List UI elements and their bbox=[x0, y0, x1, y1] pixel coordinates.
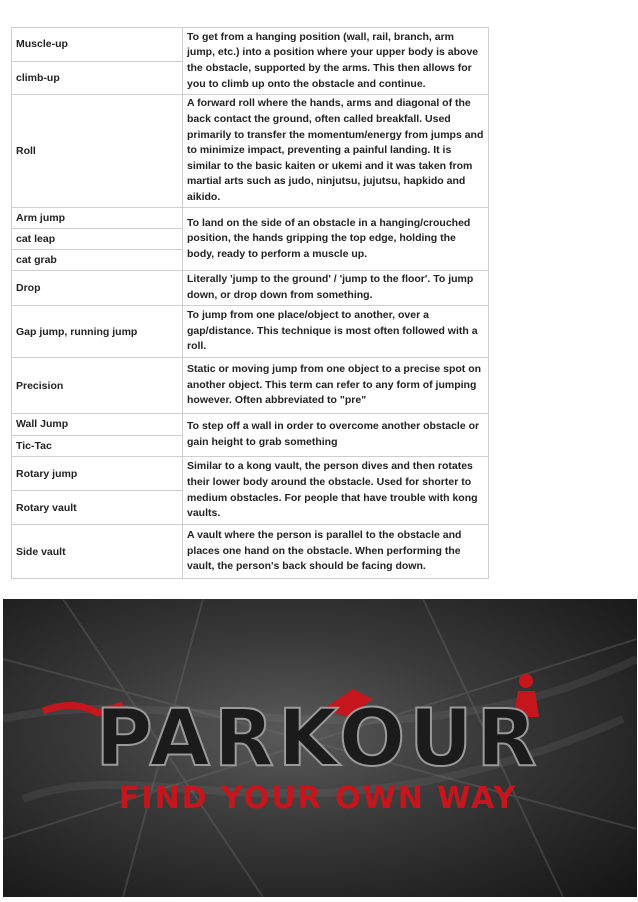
term-label: climb-up bbox=[12, 61, 182, 95]
definition-text: Static or moving jump from one object to a precise spot on another object. This term can refer to any form of jumping however. Often abbreviated to "pre" bbox=[187, 363, 482, 407]
definition-cell bbox=[183, 95, 488, 207]
table-row bbox=[12, 207, 488, 270]
definition-cell bbox=[183, 457, 488, 524]
definition-text: To jump from one place/object to another, over a gap/distance. This technique is most often followed with a roll. bbox=[187, 309, 478, 353]
table-row bbox=[12, 357, 488, 413]
term-label: Side vault bbox=[16, 545, 66, 558]
term-cell bbox=[12, 457, 183, 524]
definition-cell bbox=[183, 271, 488, 305]
term-label: Precision bbox=[16, 379, 64, 392]
terms-table bbox=[11, 27, 489, 579]
term-cell bbox=[12, 28, 183, 94]
definition-cell bbox=[183, 306, 488, 357]
definition-text: To land on the side of an obstacle in a hanging/crouched position, the hands gripping the top edge, holding the body, ready to perform a muscle up. bbox=[187, 216, 471, 260]
table-row bbox=[12, 94, 488, 207]
definition-text: To step off a wall in order to overcome another obstacle or gain height to grab something bbox=[187, 420, 480, 448]
runner-silhouette-right bbox=[519, 674, 533, 688]
term-cell bbox=[12, 208, 183, 270]
table-row bbox=[12, 270, 488, 305]
term-label: Drop bbox=[16, 282, 41, 294]
term-cell bbox=[12, 306, 183, 357]
term-cell bbox=[12, 271, 183, 305]
table-row bbox=[12, 413, 488, 456]
table-row bbox=[12, 305, 488, 357]
definition-cell bbox=[183, 358, 488, 413]
definition-cell bbox=[183, 28, 488, 94]
term-label: Wall Jump bbox=[16, 418, 69, 431]
table-row bbox=[12, 524, 488, 578]
term-cell bbox=[12, 358, 183, 413]
term-label: Arm jump bbox=[16, 212, 66, 224]
term-cell bbox=[12, 95, 183, 207]
definition-text: A vault where the person is parallel to the obstacle and places one hand on the obstacle. When performing the vault, the person's back should be facing down. bbox=[187, 529, 462, 573]
definition-text: Similar to a kong vault, the person dives and then rotates their lower body around the obstacle. Used for shorter to medium obstacles. For people that have trouble with kong vaults. bbox=[187, 460, 478, 520]
term-label: Roll bbox=[16, 145, 36, 157]
term-cell bbox=[12, 414, 183, 456]
term-label: Tic-Tac bbox=[12, 435, 182, 457]
parkour-slogan: FIND YOUR OWN WAY bbox=[118, 781, 518, 816]
term-label: Gap jump, running jump bbox=[16, 325, 138, 338]
definition-text: A forward roll where the hands, arms and diagonal of the back contact the ground, often called breakfall. Used primarily to transfer the momentum/energy from jumps and to minimize impact, preventing a painful landing. It is similar to the basic kaiten or ukemi and it was taken from martial arts such as judo, ninjutsu, jujutsu, hapkido and aikido. bbox=[187, 97, 484, 203]
table-row bbox=[12, 456, 488, 524]
term-label: Muscle-up bbox=[16, 38, 68, 51]
table-row bbox=[12, 28, 488, 94]
definition-cell bbox=[183, 525, 488, 578]
parkour-logo-text: PARKOUR bbox=[95, 694, 541, 784]
term-label: cat leap bbox=[12, 228, 182, 249]
term-label: cat grab bbox=[12, 249, 182, 270]
term-cell bbox=[12, 525, 183, 578]
definition-text: To get from a hanging position (wall, rail, branch, arm jump, etc.) into a position where your upper body is above the obstacle, supported by the arms. This then allows for you to climb up onto the obstacle and continue. bbox=[187, 30, 479, 90]
term-label: Rotary jump bbox=[16, 467, 78, 480]
definition-cell bbox=[183, 414, 488, 456]
definition-cell bbox=[183, 208, 488, 270]
term-label: Rotary vault bbox=[12, 490, 182, 524]
definition-text: Literally 'jump to the ground' / 'jump to the floor'. To jump down, or drop down from something. bbox=[187, 273, 474, 301]
